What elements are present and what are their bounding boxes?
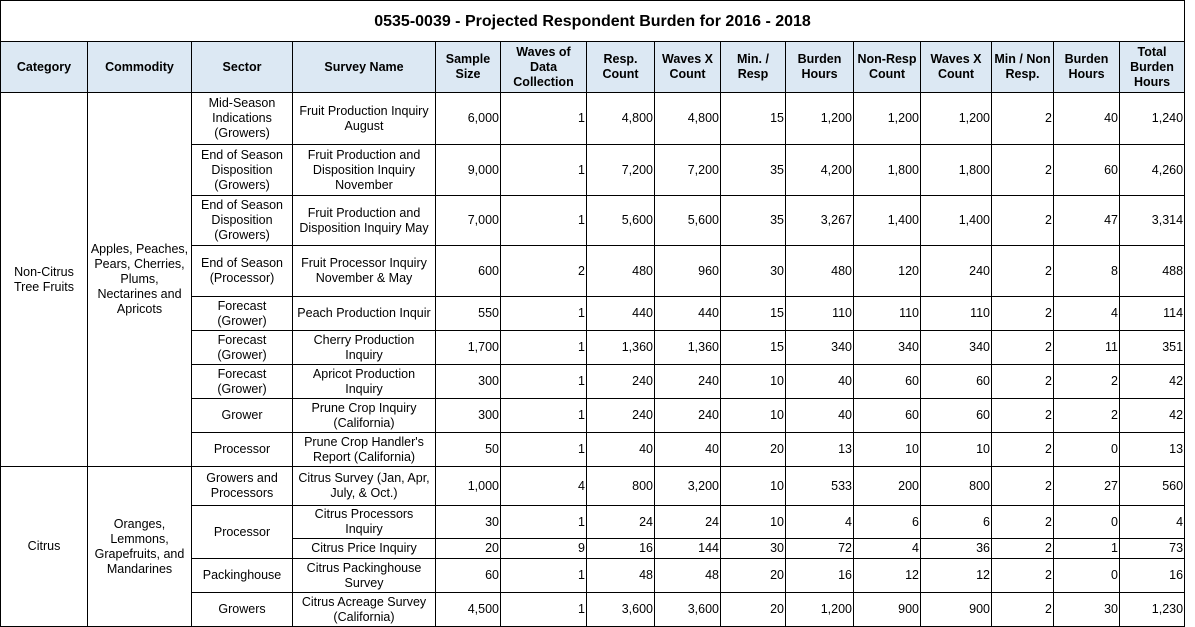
sector-cell: End of Season (Processor) (192, 246, 293, 297)
value-cell: 3,600 (655, 593, 721, 627)
value-cell: 12 (921, 559, 992, 593)
value-cell: 1,800 (854, 145, 921, 196)
header-waves-of-data-collection: Waves of Data Collection (501, 42, 587, 93)
value-cell: 2 (992, 196, 1054, 246)
value-cell: 600 (436, 246, 501, 297)
survey-name-cell: Fruit Production Inquiry August (293, 93, 436, 145)
value-cell: 73 (1120, 539, 1185, 559)
value-cell: 6 (854, 506, 921, 539)
value-cell: 2 (1054, 399, 1120, 433)
header-waves-x-count-nonresp: Waves X Count (921, 42, 992, 93)
value-cell: 15 (721, 331, 786, 365)
value-cell: 1 (501, 93, 587, 145)
value-cell: 10 (721, 506, 786, 539)
value-cell: 1,800 (921, 145, 992, 196)
survey-name-cell: Citrus Processors Inquiry (293, 506, 436, 539)
value-cell: 1,200 (786, 593, 854, 627)
value-cell: 1 (501, 331, 587, 365)
value-cell: 2 (992, 506, 1054, 539)
value-cell: 480 (587, 246, 655, 297)
value-cell: 2 (501, 246, 587, 297)
value-cell: 40 (786, 399, 854, 433)
value-cell: 7,200 (587, 145, 655, 196)
value-cell: 1 (501, 399, 587, 433)
value-cell: 351 (1120, 331, 1185, 365)
value-cell: 30 (436, 506, 501, 539)
sector-cell: Forecast (Grower) (192, 297, 293, 331)
value-cell: 0 (1054, 433, 1120, 467)
value-cell: 2 (992, 593, 1054, 627)
value-cell: 3,600 (587, 593, 655, 627)
value-cell: 20 (721, 593, 786, 627)
value-cell: 16 (786, 559, 854, 593)
value-cell: 15 (721, 93, 786, 145)
value-cell: 40 (655, 433, 721, 467)
survey-name-cell: Citrus Price Inquiry (293, 539, 436, 559)
value-cell: 3,200 (655, 467, 721, 506)
value-cell: 300 (436, 399, 501, 433)
value-cell: 10 (921, 433, 992, 467)
value-cell: 1,360 (587, 331, 655, 365)
survey-name-cell: Cherry Production Inquiry (293, 331, 436, 365)
survey-name-cell: Prune Crop Inquiry (California) (293, 399, 436, 433)
value-cell: 200 (854, 467, 921, 506)
value-cell: 1,230 (1120, 593, 1185, 627)
sector-cell: Packinghouse (192, 559, 293, 593)
value-cell: 240 (655, 365, 721, 399)
value-cell: 13 (1120, 433, 1185, 467)
value-cell: 0 (1054, 559, 1120, 593)
value-cell: 4,200 (786, 145, 854, 196)
value-cell: 9 (501, 539, 587, 559)
value-cell: 10 (721, 365, 786, 399)
value-cell: 110 (921, 297, 992, 331)
value-cell: 4 (1120, 506, 1185, 539)
table-row (1, 93, 1185, 145)
value-cell: 1 (501, 297, 587, 331)
sector-cell: Forecast (Grower) (192, 365, 293, 399)
value-cell: 30 (721, 246, 786, 297)
header-total-burden-hours: Total Burden Hours (1120, 42, 1185, 93)
value-cell: 4,500 (436, 593, 501, 627)
sector-cell: Forecast (Grower) (192, 331, 293, 365)
value-cell: 16 (587, 539, 655, 559)
value-cell: 2 (992, 365, 1054, 399)
value-cell: 110 (786, 297, 854, 331)
value-cell: 2 (992, 399, 1054, 433)
value-cell: 240 (655, 399, 721, 433)
value-cell: 1,000 (436, 467, 501, 506)
survey-name-cell: Fruit Production and Disposition Inquiry November (293, 145, 436, 196)
value-cell: 1 (501, 506, 587, 539)
header-non-resp-count: Non-Resp Count (854, 42, 921, 93)
value-cell: 36 (921, 539, 992, 559)
value-cell: 47 (1054, 196, 1120, 246)
survey-name-cell: Peach Production Inquir (293, 297, 436, 331)
survey-name-cell: Citrus Acreage Survey (California) (293, 593, 436, 627)
header-min-per-non-resp: Min / Non Resp. (992, 42, 1054, 93)
value-cell: 10 (721, 399, 786, 433)
value-cell: 1 (501, 559, 587, 593)
value-cell: 24 (655, 506, 721, 539)
value-cell: 1 (501, 365, 587, 399)
value-cell: 20 (721, 433, 786, 467)
header-burden-hours: Burden Hours (786, 42, 854, 93)
value-cell: 5,600 (655, 196, 721, 246)
value-cell: 2 (992, 539, 1054, 559)
value-cell: 300 (436, 365, 501, 399)
value-cell: 2 (992, 559, 1054, 593)
value-cell: 2 (992, 93, 1054, 145)
value-cell: 1,200 (786, 93, 854, 145)
value-cell: 2 (992, 145, 1054, 196)
value-cell: 60 (854, 365, 921, 399)
value-cell: 1 (501, 593, 587, 627)
value-cell: 1,400 (921, 196, 992, 246)
value-cell: 560 (1120, 467, 1185, 506)
commodity-cell: Apples, Peaches, Pears, Cherries, Plums, Nectarines and Apricots (88, 93, 192, 467)
value-cell: 10 (721, 467, 786, 506)
value-cell: 550 (436, 297, 501, 331)
sector-cell: Processor (192, 506, 293, 559)
header-row (1, 42, 1185, 93)
value-cell: 2 (992, 246, 1054, 297)
value-cell: 488 (1120, 246, 1185, 297)
value-cell: 114 (1120, 297, 1185, 331)
value-cell: 240 (921, 246, 992, 297)
header-burden-hours-nonresp: Burden Hours (1054, 42, 1120, 93)
value-cell: 48 (655, 559, 721, 593)
value-cell: 40 (786, 365, 854, 399)
sector-cell: Processor (192, 433, 293, 467)
value-cell: 2 (992, 331, 1054, 365)
value-cell: 4 (786, 506, 854, 539)
value-cell: 2 (992, 467, 1054, 506)
value-cell: 60 (921, 365, 992, 399)
value-cell: 144 (655, 539, 721, 559)
sector-cell: Mid-Season Indications (Growers) (192, 93, 293, 145)
value-cell: 1,240 (1120, 93, 1185, 145)
header-min-per-resp: Min. / Resp (721, 42, 786, 93)
value-cell: 35 (721, 145, 786, 196)
value-cell: 2 (992, 433, 1054, 467)
value-cell: 15 (721, 297, 786, 331)
value-cell: 440 (655, 297, 721, 331)
value-cell: 1 (501, 433, 587, 467)
sector-cell: Growers and Processors (192, 467, 293, 506)
value-cell: 13 (786, 433, 854, 467)
value-cell: 800 (587, 467, 655, 506)
value-cell: 27 (1054, 467, 1120, 506)
value-cell: 60 (854, 399, 921, 433)
value-cell: 340 (854, 331, 921, 365)
value-cell: 60 (1054, 145, 1120, 196)
value-cell: 340 (921, 331, 992, 365)
value-cell: 30 (1054, 593, 1120, 627)
value-cell: 240 (587, 365, 655, 399)
value-cell: 3,267 (786, 196, 854, 246)
survey-name-cell: Fruit Production and Disposition Inquiry May (293, 196, 436, 246)
value-cell: 16 (1120, 559, 1185, 593)
value-cell: 533 (786, 467, 854, 506)
value-cell: 7,000 (436, 196, 501, 246)
value-cell: 72 (786, 539, 854, 559)
value-cell: 4,260 (1120, 145, 1185, 196)
value-cell: 10 (854, 433, 921, 467)
value-cell: 1,200 (921, 93, 992, 145)
category-cell: Non-Citrus Tree Fruits (1, 93, 88, 467)
value-cell: 4 (854, 539, 921, 559)
value-cell: 340 (786, 331, 854, 365)
value-cell: 120 (854, 246, 921, 297)
commodity-cell: Oranges, Lemmons, Grapefruits, and Mandarines (88, 467, 192, 627)
value-cell: 1,400 (854, 196, 921, 246)
survey-name-cell: Prune Crop Handler's Report (California) (293, 433, 436, 467)
table-row (1, 467, 1185, 506)
sector-cell: End of Season Disposition (Growers) (192, 196, 293, 246)
value-cell: 1,700 (436, 331, 501, 365)
survey-name-cell: Apricot Production Inquiry (293, 365, 436, 399)
value-cell: 1,200 (854, 93, 921, 145)
header-sector: Sector (192, 42, 293, 93)
value-cell: 440 (587, 297, 655, 331)
value-cell: 5,600 (587, 196, 655, 246)
value-cell: 60 (436, 559, 501, 593)
value-cell: 1,360 (655, 331, 721, 365)
sector-cell: End of Season Disposition (Growers) (192, 145, 293, 196)
value-cell: 6 (921, 506, 992, 539)
value-cell: 480 (786, 246, 854, 297)
value-cell: 4 (1054, 297, 1120, 331)
value-cell: 40 (587, 433, 655, 467)
value-cell: 960 (655, 246, 721, 297)
value-cell: 1 (501, 145, 587, 196)
header-survey-name: Survey Name (293, 42, 436, 93)
value-cell: 4,800 (655, 93, 721, 145)
value-cell: 50 (436, 433, 501, 467)
header-commodity: Commodity (88, 42, 192, 93)
value-cell: 8 (1054, 246, 1120, 297)
value-cell: 30 (721, 539, 786, 559)
value-cell: 42 (1120, 399, 1185, 433)
sector-cell: Grower (192, 399, 293, 433)
value-cell: 900 (921, 593, 992, 627)
value-cell: 60 (921, 399, 992, 433)
value-cell: 20 (436, 539, 501, 559)
value-cell: 7,200 (655, 145, 721, 196)
value-cell: 12 (854, 559, 921, 593)
value-cell: 0 (1054, 506, 1120, 539)
value-cell: 42 (1120, 365, 1185, 399)
value-cell: 20 (721, 559, 786, 593)
header-waves-x-count: Waves X Count (655, 42, 721, 93)
value-cell: 9,000 (436, 145, 501, 196)
survey-name-cell: Citrus Survey (Jan, Apr, July, & Oct.) (293, 467, 436, 506)
value-cell: 3,314 (1120, 196, 1185, 246)
value-cell: 900 (854, 593, 921, 627)
value-cell: 800 (921, 467, 992, 506)
value-cell: 110 (854, 297, 921, 331)
value-cell: 2 (1054, 365, 1120, 399)
value-cell: 11 (1054, 331, 1120, 365)
header-resp-count: Resp. Count (587, 42, 655, 93)
sector-cell: Growers (192, 593, 293, 627)
value-cell: 4 (501, 467, 587, 506)
value-cell: 1 (501, 196, 587, 246)
value-cell: 24 (587, 506, 655, 539)
value-cell: 240 (587, 399, 655, 433)
value-cell: 35 (721, 196, 786, 246)
value-cell: 48 (587, 559, 655, 593)
value-cell: 6,000 (436, 93, 501, 145)
value-cell: 1 (1054, 539, 1120, 559)
header-category: Category (1, 42, 88, 93)
value-cell: 2 (992, 297, 1054, 331)
category-cell: Citrus (1, 467, 88, 627)
header-sample-size: Sample Size (436, 42, 501, 93)
value-cell: 4,800 (587, 93, 655, 145)
survey-name-cell: Citrus Packinghouse Survey (293, 559, 436, 593)
value-cell: 40 (1054, 93, 1120, 145)
table-title: 0535-0039 - Projected Respondent Burden for 2016 - 2018 (1, 1, 1185, 42)
survey-name-cell: Fruit Processor Inquiry November & May (293, 246, 436, 297)
